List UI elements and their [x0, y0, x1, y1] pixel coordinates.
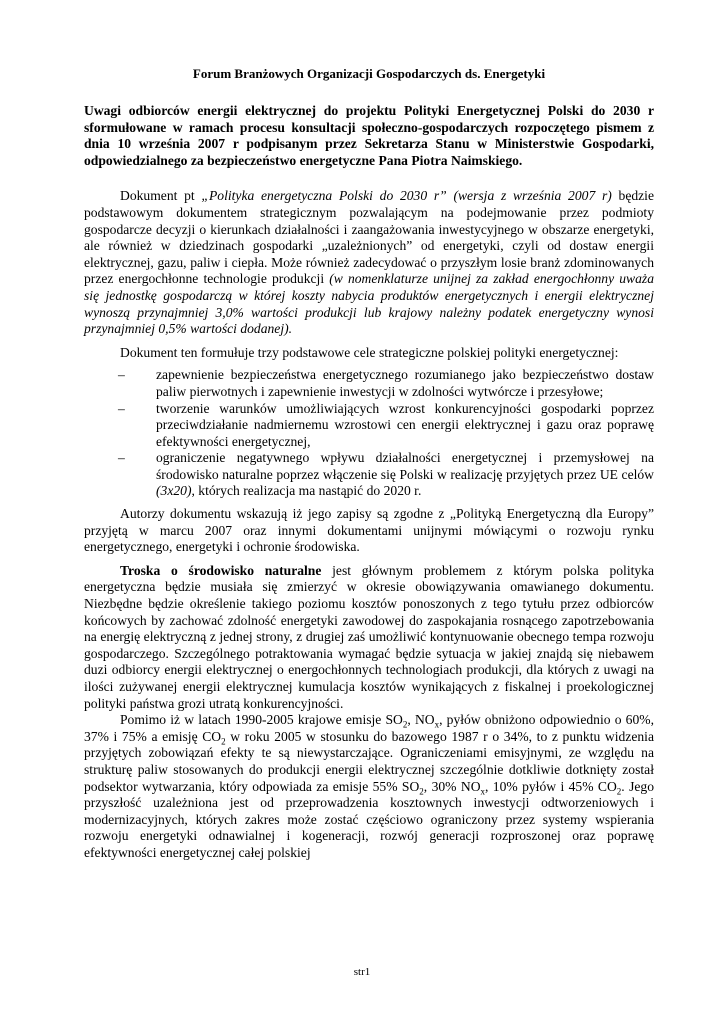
emissions-text-c: , pyłów obniżono odpowiednio o 60%, 37% i 75% a emisję CO: [84, 712, 654, 744]
list-item-3-italic: (3x20): [156, 483, 192, 499]
document-title: Uwagi odbiorców energii elektrycznej do projektu Polityki Energetycznej Polski do 2030 r sformułowane w ramach procesu konsultacji społeczno-gospodarczych rozpoczętego pismem z dnia 10 września 2007 r podpisanym przez Sekretarza Stanu w Ministerstwie Gospodarki, odpowiedzialnego za bezpieczeństwo energetyczne Pana Piotra Naimskiego.: [84, 103, 654, 168]
subscript-2: 2: [616, 786, 622, 797]
list-dash: –: [118, 367, 125, 383]
p1-mid: będzie podstawowym dokumentem strategicznym pozwalającym na podejmowanie przez podmioty gospodarcze decyzji o kierunkach działalności i zaangażowania inwestycyjnego w obszarze energetyki, ale również w dziedzinach gospodarki „uzależnionych” od energetyki, czyli od dostaw energii elektrycznej, gazu, paliw i ciepła. Może również zadecydować o przyszłym losie branż zdominowanych przez energochłonne technologie produkcji: [84, 188, 654, 287]
page-number: str1: [353, 966, 371, 978]
subscript-x: x: [434, 719, 440, 730]
emissions-text-f: , 10% pyłów i 45% CO: [485, 778, 617, 794]
list-item-3-end: , których realizacja ma nastąpić do 2020 r.: [191, 483, 422, 499]
subscript-x: x: [480, 786, 486, 797]
list-dash: –: [118, 450, 125, 466]
subscript-2: 2: [402, 719, 408, 730]
subscript-2: 2: [221, 736, 226, 747]
subscript-2: 2: [419, 786, 424, 797]
list-item-text: zapewnienie bezpieczeństwa energetycznego rozumianego jako bezpieczeństwo dostaw paliw pierwotnych i zapewnienie inwestycji w zdolności wytwórcze i przesyłowe;: [156, 367, 654, 399]
list-item: [84, 367, 654, 400]
p1-italic-end: (w nomenklaturze unijnej za zakład energochłonny uważa się jednostkę gospodarczą w której koszty nabycia produktów energetycznych i energii elektrycznej wynoszą przynajmniej 3,0% wartości produkcji lub krajowy należny podatek energetyczny wynosi przynajmniej 0,5% wartości dodanej).: [84, 271, 654, 337]
list-item-3-start: ograniczenie negatywnego wpływu działalności energetycznej i przemysłowej na środowisko naturalne poprzez włączenie się Polski w realizację przyjętych przez UE celów: [156, 450, 654, 482]
paragraph-intro: [84, 188, 654, 337]
list-item-text: tworzenie warunków umożliwiających wzrost konkurencyjności gospodarki poprzez przeciwdziałanie nadmiernemu wzrostowi cen energii elektrycznej i gazu oraz poprawę efektywności energetycznej,: [156, 400, 654, 449]
organization-title: Forum Branżowych Organizacji Gospodarczych ds. Energetyki: [192, 66, 546, 81]
emissions-text-e: , 30% NO: [423, 778, 481, 794]
document-page: [84, 66, 654, 862]
paragraph-authors: Autorzy dokumentu wskazują iż jego zapisy są zgodne z „Polityką Energetyczną dla Europy” przyjętą w marcu 2007 oraz innymi dokumentami unijnymi mówiącymi o rozwoju rynku energetycznego, energetyki i ochronie środowiska.: [84, 506, 654, 555]
p1-doc-title: „Polityka energetyczna Polski do 2030 r” (wersja z września 2007 r): [201, 188, 612, 204]
paragraph-environment: [84, 563, 654, 712]
goals-list: [84, 367, 654, 500]
environment-text: jest głównym problemem z którym polska polityka energetyczna będzie musiała się zmierzyć w okresie obowiązywania omawianego dokumentu. Niezbędne będzie określenie takiego poziomu kosztów ponoszonych z tego tytułu przez odbiorców końcowych by zachować zdolność energetyki zawodowej do zaspokajania rosnącego zapotrzebowania na energię elektryczną z jednej strony, z drugiej zaś umożliwić kontynuowanie obecnego tempa rozwoju gospodarczego. Szczególnego potraktowania wymagać będzie sytuacja w jakiej znajdą się niebawem duzi odbiorcy energii elektrycznej o energochłonnych technologiach produkcji, dla których z uwagi na ilości zużywanej energii elektrycznej kumulacja kosztów wynikających z fiskalnej i proekologicznej polityki państwa grozi utratą konkurencyjności.: [84, 562, 654, 711]
list-item: [84, 401, 654, 451]
list-dash: –: [118, 400, 125, 416]
p1-start: Dokument pt: [120, 188, 202, 204]
paragraph-emissions: [84, 712, 654, 861]
emissions-text-d: w roku 2005 w stosunku do bazowego 1987 r o 34%, to z punktu widzenia przyjętych zobowiązań efekty te są niewystarczające. Ograniczeniami emisyjnymi, ze względu na strukturę paliw stosowanych do produkcji energii elektrycznej szczególnie dotkliwie dotknięty został podsektor wytwarzania, który odpowiada za emisje 55% SO: [84, 728, 654, 794]
emissions-text-a: Pomimo iż w latach 1990-2005 krajowe emisje SO: [120, 712, 403, 728]
list-item: [84, 450, 654, 500]
emissions-text-g: . Jego przyszłość uzależniona jest od przeprowadzenia kosztownych inwestycji odtworzeniowych i modernizacyjnych, których zakres może zostać częściowo ograniczony przez systemy wspierania rozwoju energetyki odnawialnej i kogeneracji, rozwój generacji rozproszonej oraz poprawę efektywności energetycznej całej polskiej: [84, 778, 654, 860]
emissions-text-b: , NO: [407, 712, 435, 728]
environment-heading: Troska o środowisko naturalne: [120, 562, 322, 578]
paragraph-goals-intro: Dokument ten formułuje trzy podstawowe cele strategiczne polskiej polityki energetycznej:: [120, 344, 619, 360]
